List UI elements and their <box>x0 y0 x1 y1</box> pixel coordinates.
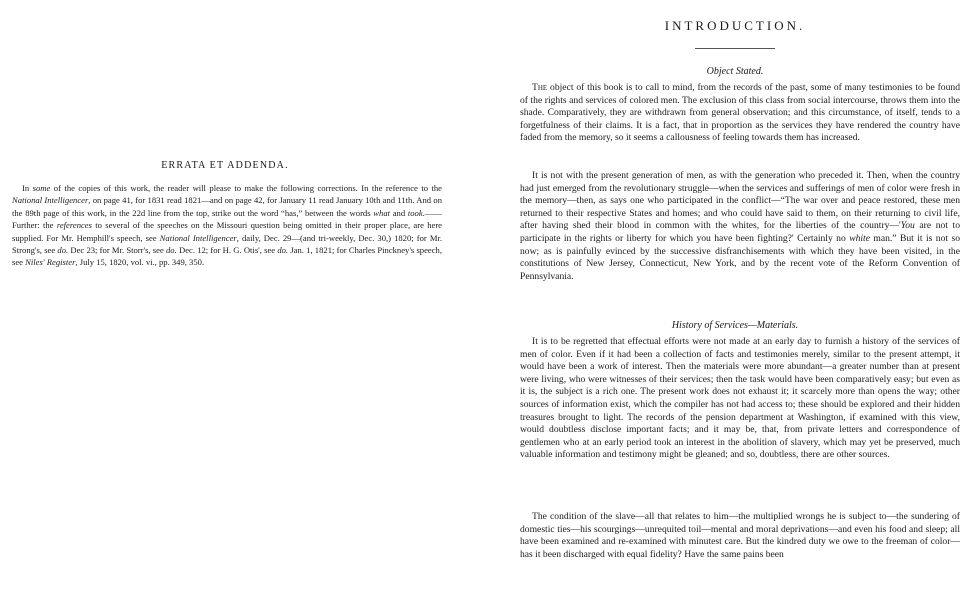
paragraph-generation-text-1: It is not with the present generation of men, as with the generation who preceded it. Then, when the country had just emerged from the revolutionary struggle—when the services and sufferings of men of color were fresh in the memory—then, as says one who participated in the conflict—“The war over and peace restored, these men returned to their respective States and homes; and who could have said to them, on their returning to civil life, after having shed their blood in common with the whites, for the liberties of the country—' <box>520 170 960 232</box>
paragraph-generation <box>520 170 960 283</box>
left-page <box>0 0 470 598</box>
errata-title: ERRATA ET ADDENDA. <box>161 160 289 171</box>
errata-italic-text: do. <box>57 245 69 256</box>
paragraph-object <box>520 82 960 145</box>
errata-text: of the copies of this work, the reader will please to make the following corrections. In the reference to the <box>50 183 442 193</box>
errata-italic-text: references <box>56 220 92 231</box>
paragraph-condition: The condition of the slave—all that relates to him—the multiplied wrongs he is subject to—the sundering of domestic ties—his scourgings—unrequited toil—mental and moral deprivations—and even his food and sleep; all have been examined and re-examined with minutest care. But the kindred duty we owe to the freeman of color—has it been discharged with equal fidelity? Have the same pains been <box>520 511 960 560</box>
errata-italic-text: do. <box>277 245 289 256</box>
paragraph-object-text: object of this book is to call to mind, from the records of the past, some of many testimonies to be found of the rights and services of colored men. The exclusion of this class from social intercourse, throws them into the shade. Comparatively, they are withdrawn from general observation; and this circumstance, of itself, tends to a forgetfulness of their claims. It is a fact, that in proportion as the services they have rendered the country have faded from the memory, so it seems a callousness of feeling towards them has increased. <box>520 82 960 144</box>
errata-italic-text: Niles' Register <box>25 257 76 268</box>
errata-text: , on page 41, for 1831 read 1821—and on page 42, for January 11 read January 10th and 11th. And on the 89th page of this work, in the 22d line from the top, strike out the word “has,” between the words <box>12 195 442 218</box>
errata-body <box>12 182 442 269</box>
errata-text: to several of the speeches on the Missouri question being omitted in their proper place, are here supplied. For Mr. Hemphill's speech, see <box>12 220 442 243</box>
paragraph-generation-italic-white: white <box>849 232 870 244</box>
paragraph-generation-italic-you: You <box>900 220 915 232</box>
errata-italic-text: do. <box>166 245 177 256</box>
errata-italic-text: National Intelligencer <box>159 232 237 243</box>
errata-text: In <box>22 183 33 193</box>
errata-italic-text: took <box>407 207 423 218</box>
errata-text: Dec 23; for Mr. Storr's, see <box>68 245 166 256</box>
paragraph-generation-text-2: are not to participate in the rights or liberty for which you have been fighting?' Certainly no <box>520 220 960 244</box>
errata-text: Dec. 12; for H. G. Otis', see <box>176 245 278 256</box>
title-rule <box>695 48 775 49</box>
paragraph-lead-word: The <box>532 82 548 93</box>
errata-text: , daily, Dec. 29—(and tri-weekly, Dec. 30,) 1820; for Mr. Strong's, see <box>12 232 442 256</box>
errata-text: .——Further: the <box>12 207 442 231</box>
errata-italic-text: National Intelligencer <box>12 195 89 206</box>
right-page <box>510 0 960 598</box>
errata-italic-text: some <box>32 183 51 193</box>
errata-text: and <box>390 207 408 218</box>
errata-italic-text: what <box>373 207 391 218</box>
errata-text: Jan. 1, 1821; for Charles Pinckney's speech, see <box>12 245 442 268</box>
errata-text: , July 15, 1820, vol. vi., pp. 349, 350. <box>75 257 205 268</box>
section-heading-history: History of Services—Materials. <box>671 320 799 331</box>
paragraph-generation-text-3: man.” But it is not so now; as is painfully evinced by the successive disfranchisements with which they have been visited, in the constitutions of New Jersey, Connecticut, New York, and by the recent vote of the Reform Convention of Pennsylvania. <box>520 232 960 282</box>
section-heading-object-stated: Object Stated. <box>706 66 764 77</box>
introduction-title: INTRODUCTION. <box>664 18 806 33</box>
paragraph-history: It is to be regretted that effectual efforts were not made at an early day to furnish a history of the services of men of color. Even if it had been a collection of facts and testimonies merely, similar to the present attempt, it would have been a work of interest. Then the materials were more abundant—a greater number than at present were living, who were witnesses of their services; then the task would have been comparatively easy; but even as it is, the subject is a rich one. The present work does not exhaust it; it scarcely more than opens the way; other sources of information exist, which the compiler has not had access to; these should be explored and their hidden treasures brought to light. The records of the pension department at Washington, if examined with this view, would doubtless disclose important facts; and it may be, that, from private letters and correspondence of gentlemen who at an early period took an interest in the abolition of slavery, which may yet be preserved, much valuable information and testimony might be gleaned; and so, doubtless, there are other sources. <box>520 336 960 461</box>
